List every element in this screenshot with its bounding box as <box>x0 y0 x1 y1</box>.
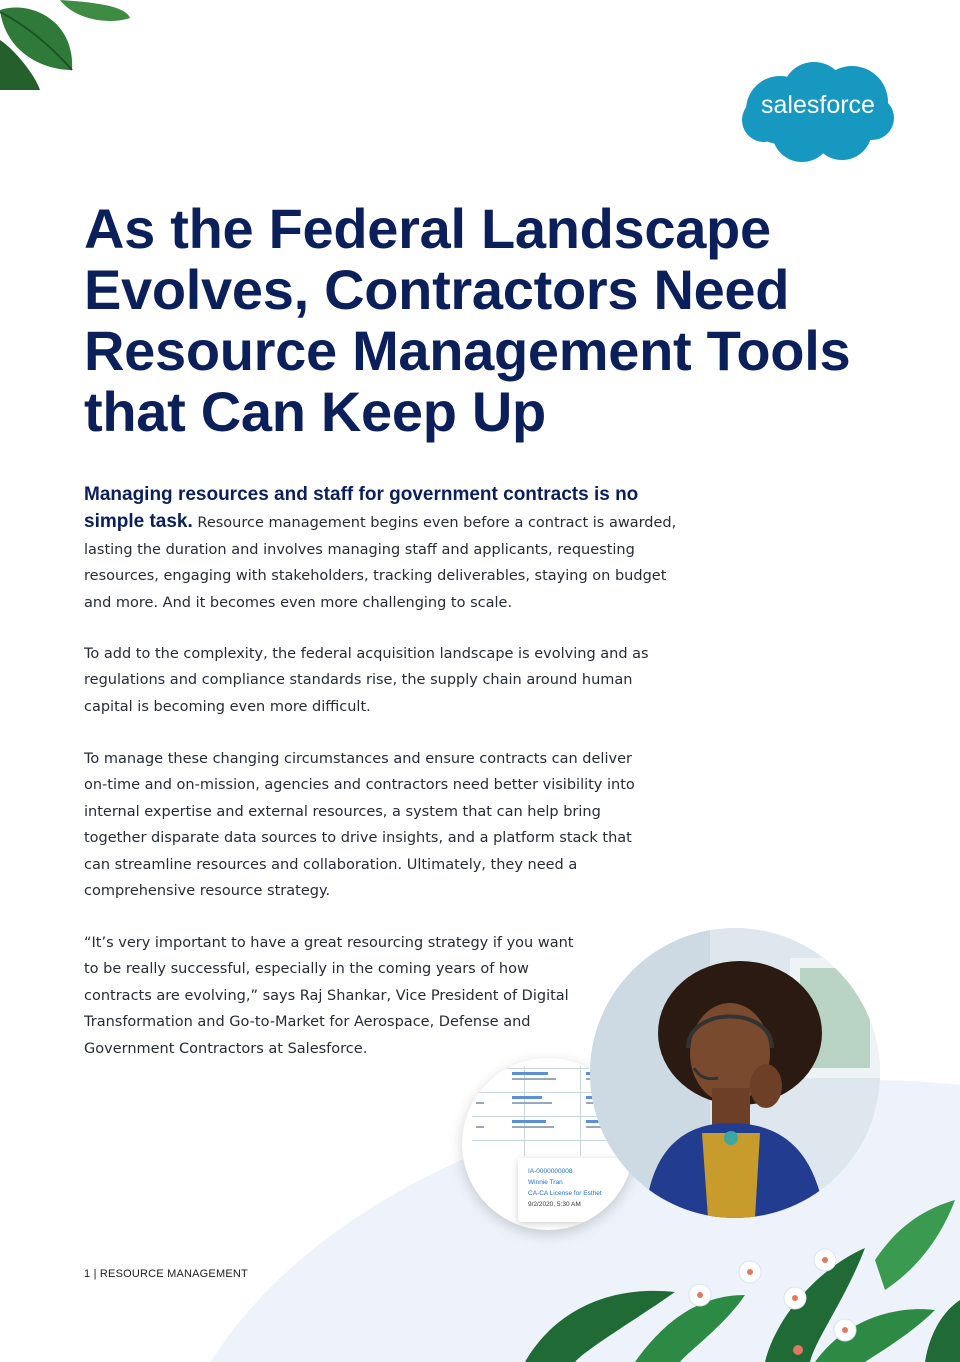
logo-text: salesforce <box>761 91 875 119</box>
record-id: IA-0000000008 <box>528 1168 573 1175</box>
record-license: CA-CA License for Esthet <box>528 1190 602 1197</box>
paragraph-strategy: To manage these changing circumstances and ensure contracts can deliver on-time and on-mission, agencies and contractors need better visibility into internal expertise and external resources, a system that can help bring together disparate data sources to drive insights, and a platform stack that can streamline resources and collaboration. Ultimately, they need a comprehensive resource strategy. <box>84 751 635 900</box>
salesforce-logo <box>740 58 896 166</box>
leaf-illustration-icon <box>0 0 140 90</box>
intro-lead: Managing resources and staff for government contracts is no simple task. <box>84 484 639 533</box>
record-name: Winnie Tran <box>528 1179 563 1186</box>
paragraph-complexity: To add to the complexity, the federal acquisition landscape is evolving and as regulations and compliance standards rise, the supply chain around human capital is becoming even more difficult. <box>84 646 649 715</box>
page-title: As the Federal Landscape Evolves, Contractors Need Resource Management Tools that Can Keep Up <box>84 197 851 443</box>
quote-paragraph: “It’s very important to have a great resourcing strategy if you want to be really successful, especially in the coming years of how contracts are evolving,” says Raj Shankar, Vice President of Digital Transformation and Go-to-Market for Aerospace, Defense and Government Contractors at Salesforce. <box>84 935 574 1057</box>
page-footer: 1 | RESOURCE MANAGEMENT <box>84 1268 248 1280</box>
flower-illustration-icon <box>515 1200 960 1362</box>
woman-with-headset-photo <box>590 928 880 1218</box>
intro-text: Resource management begins even before a contract is awarded, lasting the duration and involves managing staff and applicants, requesting resources, engaging with stakeholders, tracking deliverables, staying on budget and more. And it becomes even more challenging to scale. <box>84 515 677 611</box>
intro-paragraph <box>84 482 679 616</box>
record-date: 9/2/2020, 5:30 AM <box>528 1201 581 1208</box>
